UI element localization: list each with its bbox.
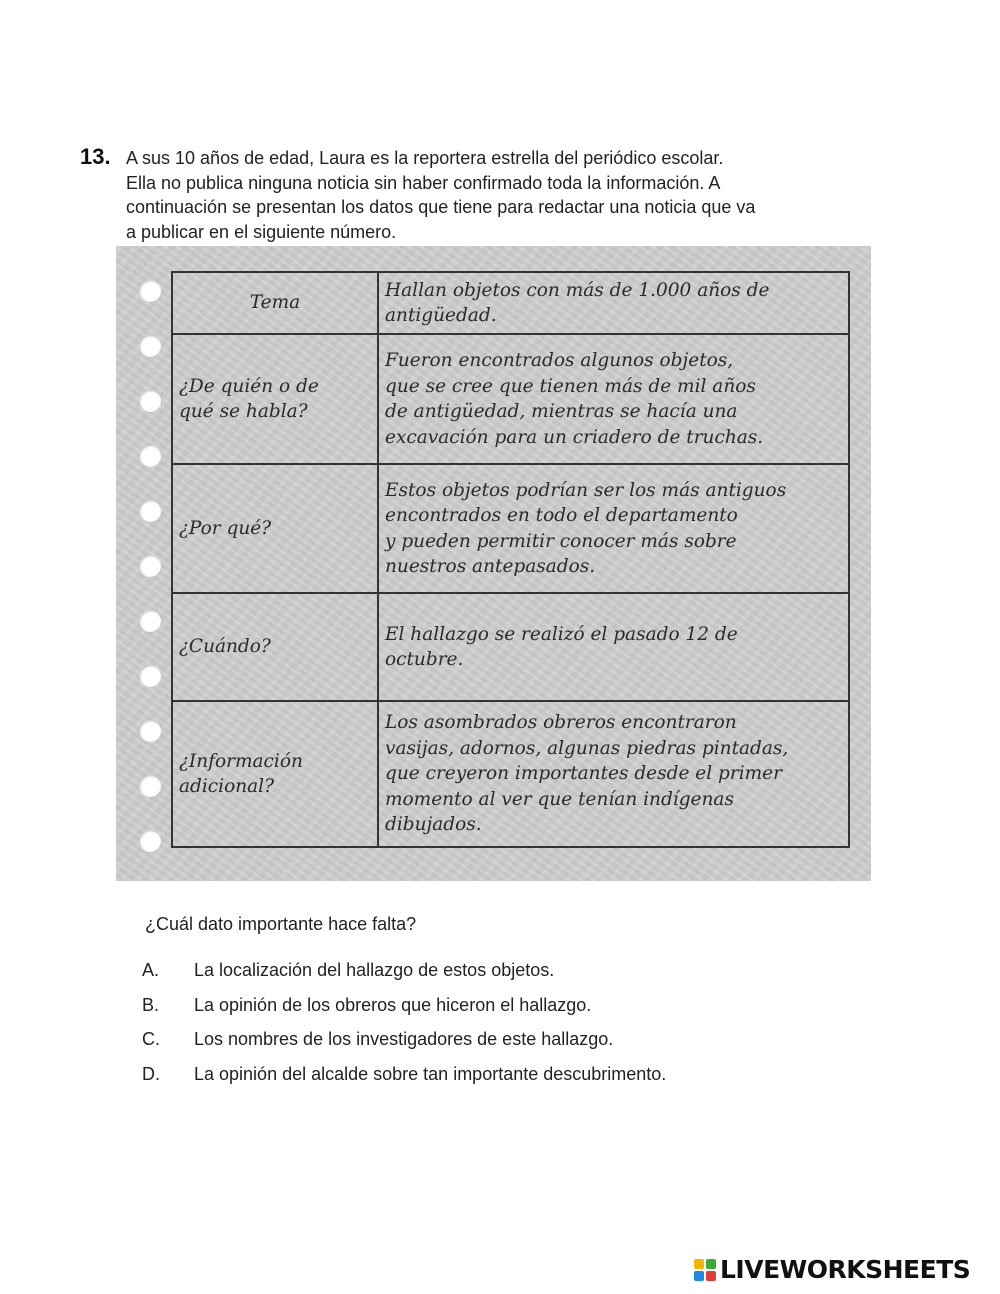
binder-hole [139,720,161,742]
question-stem-line: A sus 10 años de edad, Laura es la reportera estrella del periódico escolar. [126,148,724,168]
value-line: que se cree que tienen más de mil años [385,375,756,397]
option-text: La localización del hallazgo de estos objetos. [194,960,555,980]
option-letter: B. [142,994,160,1015]
label-line: ¿Cuándo? [179,636,271,658]
row-label [172,593,378,701]
table-row-tema [172,272,849,334]
table-row-cuando [172,593,849,701]
value-line: El hallazgo se realizó el pasado 12 de [385,623,738,645]
question-stem-line: Ella no publica ninguna noticia sin haber confirmado toda la información. A [126,172,721,193]
binder-hole [139,555,161,577]
value-line: Hallan objetos con más de 1.000 años de [385,279,770,301]
binder-hole [139,280,161,302]
row-value [378,593,849,701]
logo-square [706,1259,716,1269]
value-line: momento al ver que tenían indígenas [385,788,734,810]
binder-hole [139,665,161,687]
option-letter: A. [142,960,160,980]
option-text: Los nombres de los investigadores de este hallazgo. [194,1029,614,1049]
question-stem-line: continuación se presentan los datos que tiene para redactar una noticia que va [126,197,756,217]
option-text: La opinión de los obreros que hiceron el hallazgo. [194,994,592,1015]
value-line: de antigüedad, mientras se hacía una [385,401,738,422]
row-label [172,701,378,847]
label-line: ¿Por qué? [179,517,272,539]
label-line: adicional? [179,776,274,797]
value-line: Los asombrados obreros encontraron [385,712,737,734]
question-prompt: ¿Cuál dato importante hace falta? [145,914,417,934]
value-line: dibujados. [385,814,482,836]
value-line: antigüedad. [385,305,497,326]
option-text: La opinión del alcalde sobre tan importante descubrimento. [194,1063,667,1084]
value-line: que creyeron importantes desde el primer [385,763,782,785]
value-line: Fueron encontrados algunos objetos, [385,350,734,371]
logo-square [694,1271,704,1281]
logo-square [694,1259,704,1269]
binder-hole [139,775,161,797]
row-value [378,701,849,847]
row-label [172,272,378,334]
value-line: y pueden permitir conocer más sobre [385,530,737,552]
liveworksheets-brand[interactable] [694,1255,970,1284]
option-letter: D. [142,1063,160,1084]
question-stem [126,146,886,244]
binder-hole [139,500,161,522]
row-label [172,464,378,593]
binder-hole [139,610,161,632]
value-line: excavación para un criadero de truchas. [385,426,764,448]
liveworksheets-logo-icon [694,1259,716,1281]
table-row-quien [172,334,849,464]
value-line: vasijas, adornos, algunas piedras pintadas, [385,737,789,759]
row-value [378,464,849,593]
notebook-paper [116,246,871,881]
binder-hole [139,335,161,357]
binder-hole [139,390,161,412]
logo-square [706,1271,716,1281]
label-line: qué se habla? [179,401,308,422]
table-row-por-que [172,464,849,593]
brand-name: LIVEWORKSHEETS [720,1255,971,1284]
question-number: 13. [80,144,111,169]
table-row-info-adicional [172,701,849,847]
option-letter: C. [142,1029,160,1049]
binder-hole [139,830,161,852]
value-line: octubre. [385,649,464,670]
value-line: encontrados en todo el departamento [385,505,738,526]
row-value [378,272,849,334]
question-stem-line: a publicar en el siguiente número. [126,221,397,242]
row-label [172,334,378,464]
news-data-table [171,271,850,848]
value-line: nuestros antepasados. [385,556,596,577]
label-line: ¿De quién o de [179,375,319,397]
label-line: ¿Información [179,750,303,772]
row-value [378,334,849,464]
binder-hole [139,445,161,467]
label-line: Tema [249,292,301,314]
value-line: Estos objetos podrían ser los más antiguos [385,479,787,501]
